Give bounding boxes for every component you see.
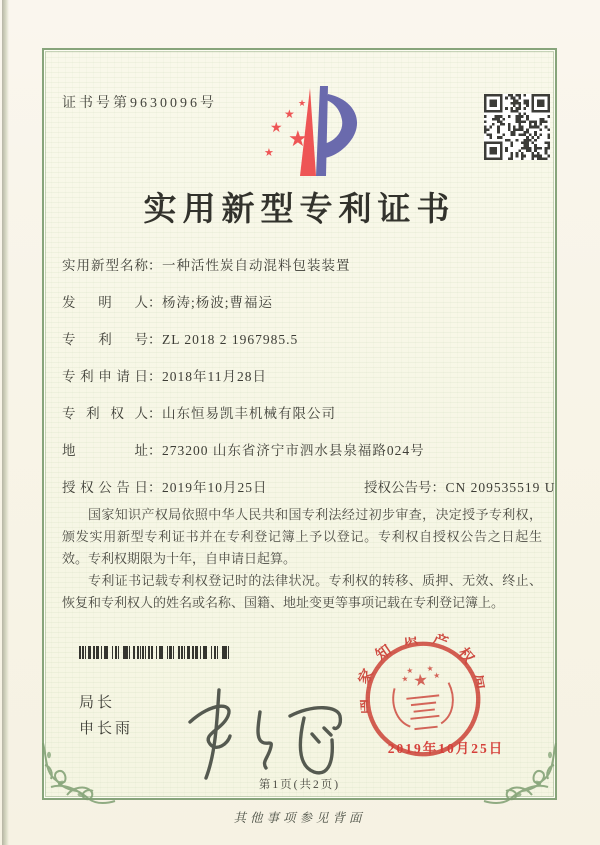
field-label: 专利申请日 (62, 369, 148, 384)
field-label: 地址 (62, 443, 148, 458)
field-value: 2018年11月28日 (162, 369, 267, 384)
field-value: 2019年10月25日 (162, 480, 268, 495)
national-emblem-icon (390, 662, 456, 731)
field-value: 杨涛;杨波;曹福运 (162, 295, 274, 310)
field-patentee: 专利权人：山东恒易凯丰机械有限公司 (62, 402, 542, 439)
field-label: 专利号 (62, 332, 148, 347)
field-list (62, 254, 556, 513)
field-inventors: 发明人：杨涛;杨波;曹福运 (62, 291, 542, 328)
grant-date-pair: 授权公告日：2019年10月25日 (62, 480, 268, 495)
svg-text:★: ★ (284, 107, 295, 121)
svg-text:★: ★ (400, 674, 409, 684)
grant-number-pair: 授权公告号：CN 209535519 U (364, 480, 556, 495)
page-number: 第1页(共2页) (258, 779, 341, 791)
back-side-note: 其他事项参见背面 (233, 811, 366, 825)
field-label: 发明人 (62, 295, 148, 310)
scan-page-edge (2, 0, 9, 845)
signer-name: 申长雨 (79, 720, 134, 737)
legal-paragraph-2: 专利证书记载专利权登记时的法律状况。专利权的转移、质押、无效、终止、恢复和专利权人的姓名或名称、国籍、地址变更等事项记载在专利登记簿上。 (62, 573, 542, 610)
svg-text:★: ★ (264, 146, 274, 159)
field-utility-model-name: 实用新型名称：一种活性炭自动混料包装装置 (62, 254, 542, 291)
corner-ornament-icon (37, 725, 119, 807)
field-application-date: 专利申请日：2018年11月28日 (62, 365, 542, 402)
svg-text:★: ★ (270, 120, 283, 136)
seal-date: 2019年10月25日 (387, 741, 505, 756)
signer-title: 局长 (79, 694, 116, 711)
qr-code (484, 94, 550, 160)
field-value: CN 209535519 U (445, 480, 556, 495)
cnipa-logo-icon (250, 80, 374, 184)
field-address: 地址：273200 山东省济宁市泗水县泉福路024号 (62, 439, 542, 476)
field-value: 273200 山东省济宁市泗水县泉福路024号 (162, 443, 425, 458)
field-value: 一种活性炭自动混料包装装置 (162, 258, 351, 273)
barcode (79, 646, 231, 659)
legal-paragraph-1: 国家知识产权局依照中华人民共和国专利法经过初步审查，决定授予专利权，颁发实用新型专利证书并在专利登记簿上予以登记。专利权自授权公告之日起生效。专利权期限为十年，自申请日起算。 (62, 507, 542, 566)
certificate-title: 实用新型专利证书 (143, 192, 456, 228)
field-label: 专利权人 (62, 406, 148, 421)
svg-text:★: ★ (405, 665, 414, 676)
field-value: 山东恒易凯丰机械有限公司 (162, 406, 336, 421)
field-label: 授权公告号 (364, 480, 432, 495)
field-value: ZL 2018 2 1967985.5 (162, 332, 299, 347)
svg-text:★: ★ (432, 670, 441, 681)
svg-text:★: ★ (426, 663, 435, 674)
corner-ornament-icon (480, 725, 562, 807)
legal-text (62, 504, 542, 614)
svg-text:★: ★ (288, 127, 308, 152)
svg-text:★: ★ (412, 669, 429, 691)
svg-text:★: ★ (298, 99, 307, 109)
certificate-frame (42, 48, 557, 800)
seal-org-text: 国家知识产权局 (354, 630, 493, 715)
certificate-number: 证书号第9630096号 (62, 96, 217, 111)
field-label: 授权公告日 (62, 480, 148, 495)
field-label: 实用新型名称 (62, 258, 148, 273)
field-patent-number: 专利号：ZL 2018 2 1967985.5 (62, 328, 542, 365)
